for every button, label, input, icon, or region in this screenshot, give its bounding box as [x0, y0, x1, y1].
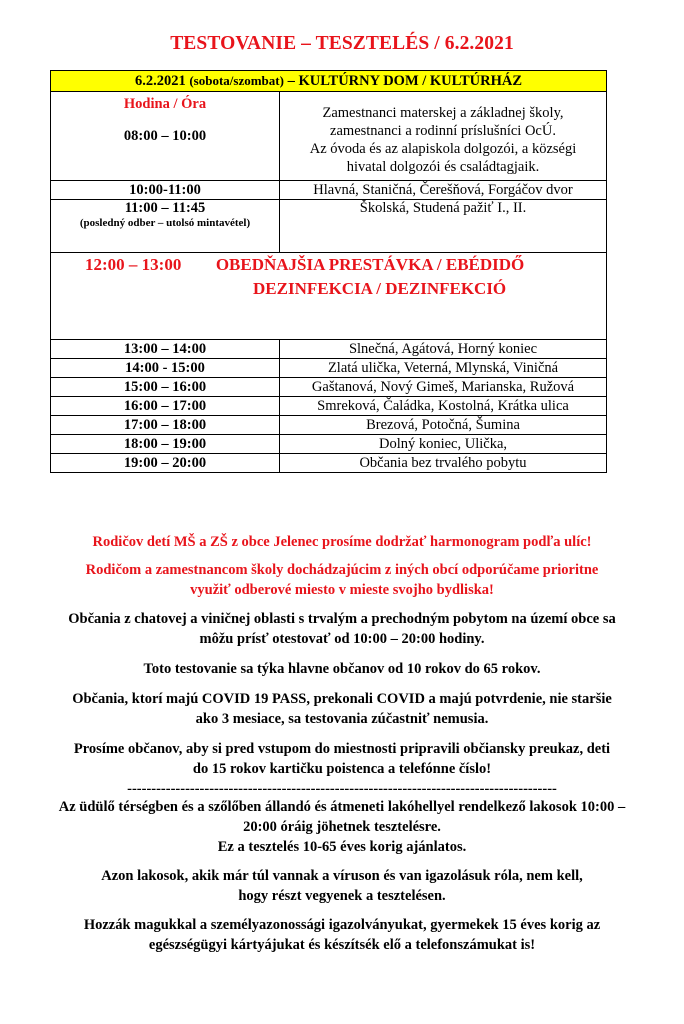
time-cell: 19:00 – 20:00: [51, 454, 280, 473]
table-row: [51, 200, 607, 253]
streets-cell: Zlatá ulička, Veterná, Mlynská, Viničná: [280, 359, 607, 378]
streets-cell: Hlavná, Staničná, Čerešňová, Forgáčov dvor: [280, 181, 607, 200]
divider-line: -----------------------------------------------------------------------------------------: [127, 781, 557, 797]
table-header: [51, 71, 607, 92]
time-cell: Hodina / Óra 08:00 – 10:00: [51, 92, 280, 181]
break-time: 12:00 – 13:00: [85, 255, 182, 274]
note-hu-1a: Az üdülő térségben és a szőlőben állandó és átmeneti lakóhellyel rendelkező lakosok 10:00 – 20:00 óráig jöhetnek tesztelésre.: [58, 799, 626, 835]
streets-cell: Brezová, Potočná, Šumina: [280, 416, 607, 435]
note-sk-4: Prosíme občanov, aby si pred vstupom do miestnosti pripravili občiansky preukaz, deti do 15 rokov kartičku poistenca a telefónne číslo!: [73, 741, 611, 777]
table-row: [51, 435, 607, 454]
time-cell: 10:00-11:00: [51, 181, 280, 200]
note-sk-1: Občania z chatovej a viničnej oblasti s trvalým a prechodným pobytom na území obce sa môžu prísť otestovať od 10:00 – 20:00 hodiny.: [68, 611, 616, 647]
time-cell: 14:00 - 15:00: [51, 359, 280, 378]
streets-cell: Dolný koniec, Ulička,: [280, 435, 607, 454]
table-row: [51, 181, 607, 200]
time-cell: [51, 200, 280, 253]
streets-cell: Gaštanová, Nový Gimeš, Marianska, Ružová: [280, 378, 607, 397]
time-cell: 13:00 – 14:00: [51, 340, 280, 359]
time-cell: 16:00 – 17:00: [51, 397, 280, 416]
schedule-table: [50, 70, 607, 473]
break-line-2: DEZINFEKCIA / DEZINFEKCIÓ: [253, 279, 507, 298]
time-cell: 17:00 – 18:00: [51, 416, 280, 435]
time-value: 11:00 – 11:45: [124, 200, 206, 216]
document-title: TESTOVANIE – TESZTELÉS / 6.2.2021: [170, 33, 514, 54]
header-date: 6.2.2021: [134, 73, 186, 89]
streets-cell: Slnečná, Agátová, Horný koniec: [280, 340, 607, 359]
note-sk-2: Toto testovanie sa týka hlavne občanov od 10 rokov do 65 rokov.: [143, 661, 541, 677]
table-row: [51, 359, 607, 378]
table-row: [51, 397, 607, 416]
note-sk-3: Občania, ktorí majú COVID 19 PASS, prekonali COVID a majú potvrdenie, nie staršie ako 3 mesiace, sa testovania zúčastniť nemusia.: [72, 691, 612, 727]
table-row: [51, 92, 607, 181]
time-value: 08:00 – 10:00: [123, 127, 207, 144]
streets-cell: Smreková, Čaládka, Kostolná, Krátka ulica: [280, 397, 607, 416]
notes-section: [0, 532, 684, 955]
note-hu-3: Hozzák magukkal a személyazonossági igazolványukat, gyermekek 15 éves korig az egészségügyi kártyájukat és készítsék elő a telefonszámukat is!: [83, 917, 601, 953]
lunch-break-cell: [51, 253, 607, 340]
table-header-row: [51, 71, 607, 92]
table-row: [51, 416, 607, 435]
note-red-1: Rodičov detí MŠ a ZŠ z obce Jelenec prosíme dodržať harmonogram podľa ulíc!: [92, 534, 592, 550]
table-row: [51, 340, 607, 359]
group-cell: [280, 92, 607, 181]
header-day: (sobota/szombat): [189, 73, 284, 88]
streets-cell: Občania bez trvalého pobytu: [280, 454, 607, 473]
table-row: [51, 378, 607, 397]
note-red-2: Rodičom a zamestnancom školy dochádzajúcim z iných obcí odporúčame prioritne využiť odberové miesto v mieste svojho bydliska!: [85, 562, 599, 598]
note-hu-1b: Ez a tesztelés 10-65 éves korig ajánlatos.: [217, 839, 467, 855]
time-cell: 18:00 – 19:00: [51, 435, 280, 454]
last-sample-note: (posledný odber – utolsó mintavétel): [79, 217, 251, 229]
note-hu-2: Azon lakosok, akik már túl vannak a víruson és van igazolásuk róla, nem kell, hogy részt vegyenek a tesztelésen.: [101, 868, 583, 904]
streets-cell: Školská, Studená pažiť I., II.: [280, 200, 607, 253]
group-desc-sk: Zamestnanci materskej a základnej školy, zamestnanci a rodinní príslušníci OcÚ.: [322, 105, 564, 139]
group-desc-hu: Az óvoda és az alapiskola dolgozói, a községi hivatal dolgozói és családtagjaik.: [309, 141, 577, 175]
table-row: [51, 454, 607, 473]
header-place: – KULTÚRNY DOM / KULTÚRHÁZ: [287, 73, 523, 89]
break-line-1: OBEDŇAJŠIA PRESTÁVKA / EBÉDIDŐ: [215, 255, 525, 274]
table-row-break: [51, 253, 607, 340]
time-cell: 15:00 – 16:00: [51, 378, 280, 397]
